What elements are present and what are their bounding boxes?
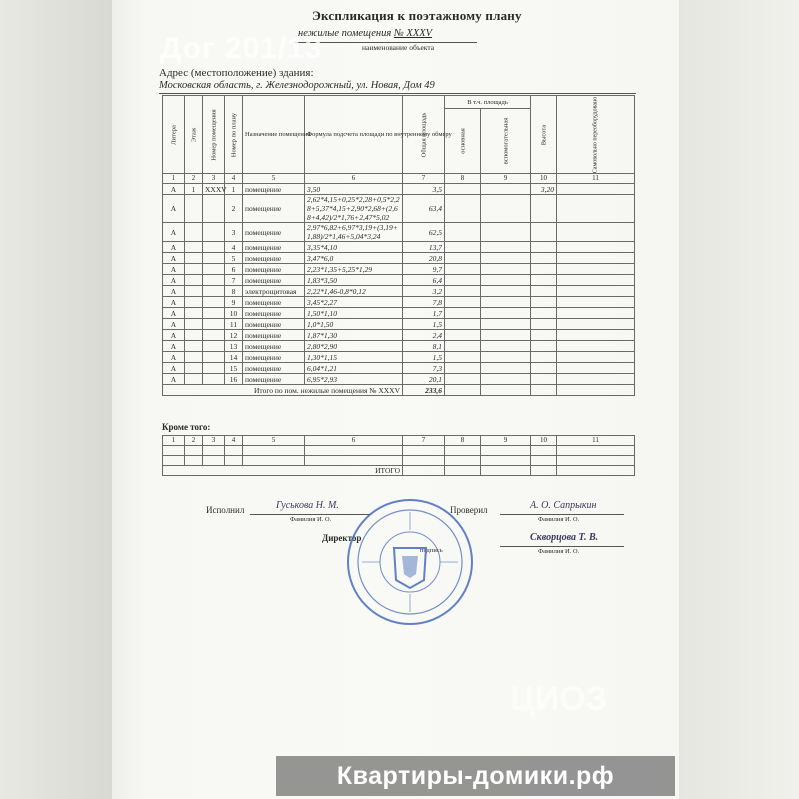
cell-formula: 1,0*1,50 [305, 319, 403, 330]
cell-main-area [445, 223, 481, 242]
cell-area: 8,1 [403, 341, 445, 352]
cell-floor [185, 253, 203, 264]
table-row [163, 374, 635, 385]
cell-aux-area [481, 253, 531, 264]
contract-watermark: Дог 201/13 [160, 32, 323, 65]
cell-formula: 1,30*1,15 [305, 352, 403, 363]
column-index-4: 4 [225, 174, 243, 184]
cell-lit: А [163, 341, 185, 352]
header-plan-number: Номер по плану [225, 96, 243, 174]
cell-lit: А [163, 330, 185, 341]
cell-purpose: помещение [243, 374, 305, 385]
cell-room [203, 253, 225, 264]
table-row [163, 223, 635, 242]
subtitle-prefix: нежилые помещения [298, 28, 392, 39]
column-index-6: 6 [305, 436, 403, 446]
cell-area: 13,7 [403, 242, 445, 253]
cell-room [203, 341, 225, 352]
cell-floor [185, 286, 203, 297]
header-litera: Литера [163, 96, 185, 174]
besides-label: Кроме того: [162, 422, 211, 432]
cell-room [203, 286, 225, 297]
cell-main-area [445, 184, 481, 195]
total-label: Итого по пом. нежилые помещения № XXXV [163, 385, 403, 396]
faint-watermark: ЦИОЗ [510, 680, 608, 718]
column-index-11: 11 [557, 436, 635, 446]
cell-main-area [445, 374, 481, 385]
cell-purpose: помещение [243, 184, 305, 195]
cell-lit: А [163, 374, 185, 385]
cell-main-area [445, 264, 481, 275]
table-row [163, 264, 635, 275]
cell-lit: А [163, 286, 185, 297]
table-row [163, 184, 635, 195]
cell-aux-area [481, 264, 531, 275]
table-row [163, 242, 635, 253]
cell-area: 1,5 [403, 352, 445, 363]
cell-main-area [445, 341, 481, 352]
cell-purpose: помещение [243, 275, 305, 286]
cell-self-built [557, 264, 635, 275]
document-title: Экспликация к поэтажному плану [312, 8, 522, 23]
checked-caption: Фамилия И. О. [538, 516, 580, 523]
column-index-6: 6 [305, 174, 403, 184]
cell-purpose: помещение [243, 363, 305, 374]
cell-main-area [445, 275, 481, 286]
cell-area: 2,4 [403, 330, 445, 341]
cell-room [203, 352, 225, 363]
address-underline [159, 93, 636, 94]
cell-plan-no: 9 [225, 297, 243, 308]
column-index-3: 3 [203, 436, 225, 446]
cell-formula: 3,47*6,0 [305, 253, 403, 264]
director-sign-caption: подпись [420, 547, 443, 554]
cell-room [203, 264, 225, 275]
cell-aux-area [481, 330, 531, 341]
cell-floor [185, 330, 203, 341]
cell-lit: А [163, 363, 185, 374]
cell-purpose: помещение [243, 352, 305, 363]
cell-self-built [557, 330, 635, 341]
cell-self-built [557, 184, 635, 195]
column-index-4: 4 [225, 436, 243, 446]
cell-area: 20,1 [403, 374, 445, 385]
cell-main-area [445, 242, 481, 253]
cell-aux-area [481, 223, 531, 242]
cell-self-built [557, 286, 635, 297]
table-row [163, 330, 635, 341]
cell-area: 7,8 [403, 297, 445, 308]
cell-aux-area [481, 341, 531, 352]
column-index-9: 9 [481, 436, 531, 446]
cell-floor [185, 195, 203, 223]
cell-room [203, 275, 225, 286]
cell-main-area [445, 363, 481, 374]
cell-aux-area [481, 275, 531, 286]
cell-self-built [557, 253, 635, 264]
table-row [163, 352, 635, 363]
column-index-5: 5 [243, 436, 305, 446]
cell-plan-no: 15 [225, 363, 243, 374]
cell-self-built [557, 341, 635, 352]
header-room-number: Номер помещения [203, 96, 225, 174]
cell-lit: А [163, 264, 185, 275]
official-stamp [344, 496, 476, 628]
column-index-10: 10 [531, 436, 557, 446]
cell-height [531, 363, 557, 374]
cell-aux-area [481, 374, 531, 385]
cell-aux-area [481, 319, 531, 330]
cell-area: 63,4 [403, 195, 445, 223]
cell-plan-no: 8 [225, 286, 243, 297]
cell-height [531, 223, 557, 242]
cell-main-area [445, 319, 481, 330]
cell-room: XXXV [203, 184, 225, 195]
table-row [163, 363, 635, 374]
cell-lit: А [163, 308, 185, 319]
column-index-1: 1 [163, 174, 185, 184]
cell-height [531, 264, 557, 275]
column-index-10: 10 [531, 174, 557, 184]
cell-height [531, 308, 557, 319]
director-label: Директор [322, 533, 362, 543]
checked-label: Проверил [450, 505, 488, 515]
cell-self-built [557, 363, 635, 374]
column-index-8: 8 [445, 174, 481, 184]
cell-purpose: помещение [243, 223, 305, 242]
cell-lit: А [163, 223, 185, 242]
cell-floor [185, 297, 203, 308]
explication-table [162, 95, 635, 396]
table-row [163, 308, 635, 319]
cell-plan-no: 1 [225, 184, 243, 195]
checked-line [500, 514, 624, 515]
cell-formula: 2,22*1,46-0,8*0,12 [305, 286, 403, 297]
cell-main-area [445, 297, 481, 308]
table-row [163, 297, 635, 308]
cell-height [531, 297, 557, 308]
cell-area: 3,2 [403, 286, 445, 297]
table-row [163, 286, 635, 297]
cell-room [203, 330, 225, 341]
executed-name: Гуськова Н. М. [276, 500, 339, 511]
cell-area: 6,4 [403, 275, 445, 286]
column-index-row [163, 174, 635, 184]
cell-plan-no: 4 [225, 242, 243, 253]
table-row [163, 319, 635, 330]
cell-purpose: электрощитовая [243, 286, 305, 297]
cell-aux-area [481, 297, 531, 308]
cell-main-area [445, 286, 481, 297]
cell-floor [185, 242, 203, 253]
director-name: Скворцова Т. В. [530, 532, 599, 543]
cell-height [531, 242, 557, 253]
column-index-7: 7 [403, 174, 445, 184]
cell-self-built [557, 195, 635, 223]
page-background-left [0, 0, 112, 799]
cell-aux-area [481, 195, 531, 223]
director-line [500, 546, 624, 547]
cell-room [203, 319, 225, 330]
cell-height [531, 341, 557, 352]
cell-formula: 2,62*4,15+0,25*2,28+0,5*2,28+5,37*4,15+2,90*2,68+(2,68+4,42)/2*1,76+2,47*5,02 [305, 195, 403, 223]
cell-height [531, 286, 557, 297]
cell-area: 9,7 [403, 264, 445, 275]
table-body [163, 184, 635, 385]
header-purpose: Назначение помещений [243, 96, 305, 174]
cell-height [531, 253, 557, 264]
cell-plan-no: 2 [225, 195, 243, 223]
column-index-5: 5 [243, 174, 305, 184]
cell-room [203, 242, 225, 253]
site-watermark-bar: Квартиры-домики.рф [276, 756, 675, 796]
cell-aux-area [481, 184, 531, 195]
cell-self-built [557, 319, 635, 330]
total-area: 233,6 [403, 385, 445, 396]
cell-main-area [445, 308, 481, 319]
cell-height [531, 374, 557, 385]
cell-plan-no: 7 [225, 275, 243, 286]
cell-area: 20,8 [403, 253, 445, 264]
cell-lit: А [163, 195, 185, 223]
executed-caption: Фамилия И. О. [290, 516, 332, 523]
header-floor: Этаж [185, 96, 203, 174]
cell-height [531, 330, 557, 341]
besides-table [162, 435, 635, 476]
cell-area: 1,5 [403, 319, 445, 330]
cell-room [203, 363, 225, 374]
cell-area: 3,5 [403, 184, 445, 195]
cell-room [203, 308, 225, 319]
cell-height [531, 352, 557, 363]
cell-floor [185, 264, 203, 275]
cell-aux-area [481, 352, 531, 363]
column-index-7: 7 [403, 436, 445, 446]
cell-floor [185, 341, 203, 352]
cell-plan-no: 6 [225, 264, 243, 275]
cell-formula: 2,23*1,35+5,25*1,29 [305, 264, 403, 275]
cell-plan-no: 13 [225, 341, 243, 352]
cell-lit: А [163, 242, 185, 253]
cell-plan-no: 11 [225, 319, 243, 330]
cell-self-built [557, 297, 635, 308]
cell-height: 3,20 [531, 184, 557, 195]
cell-main-area [445, 253, 481, 264]
cell-formula: 3,35*4,10 [305, 242, 403, 253]
cell-main-area [445, 352, 481, 363]
cell-area: 1,7 [403, 308, 445, 319]
cell-purpose: помещение [243, 195, 305, 223]
address-value: Московская область, г. Железнодорожный, ул. Новая, Дом 49 [159, 80, 435, 91]
cell-room [203, 374, 225, 385]
table-row [163, 253, 635, 264]
page-background-right [679, 0, 799, 799]
cell-purpose: помещение [243, 242, 305, 253]
cell-plan-no: 16 [225, 374, 243, 385]
column-index-2: 2 [185, 174, 203, 184]
cell-room [203, 195, 225, 223]
header-incl-area: В т.ч. площадь [445, 96, 531, 109]
cell-lit: А [163, 253, 185, 264]
cell-formula: 3,45*2,27 [305, 297, 403, 308]
column-index-8: 8 [445, 436, 481, 446]
cell-purpose: помещение [243, 264, 305, 275]
cell-aux-area [481, 308, 531, 319]
column-index-9: 9 [481, 174, 531, 184]
table-row [163, 195, 635, 223]
cell-floor [185, 223, 203, 242]
cell-height [531, 195, 557, 223]
cell-lit: А [163, 297, 185, 308]
header-formula: Формула подсчета площади по внутреннему обмеру [305, 96, 403, 174]
cell-purpose: помещение [243, 341, 305, 352]
cell-self-built [557, 275, 635, 286]
header-height: Высота [531, 96, 557, 174]
total-row [163, 385, 635, 396]
executed-label: Исполнил [206, 505, 245, 515]
cell-plan-no: 10 [225, 308, 243, 319]
cell-main-area [445, 195, 481, 223]
cell-lit: А [163, 275, 185, 286]
header-total-area: Общая площадь [403, 96, 445, 174]
cell-lit: А [163, 352, 185, 363]
cell-area: 7,3 [403, 363, 445, 374]
checked-name: А. О. Сапрыкин [530, 500, 597, 511]
cell-self-built [557, 242, 635, 253]
cell-purpose: помещение [243, 330, 305, 341]
cell-floor: 1 [185, 184, 203, 195]
table-row [163, 341, 635, 352]
column-index-11: 11 [557, 174, 635, 184]
cell-formula: 3,50 [305, 184, 403, 195]
cell-aux-area [481, 286, 531, 297]
cell-area: 62,5 [403, 223, 445, 242]
header-aux-area: вспомогательная [481, 109, 531, 174]
cell-lit: А [163, 184, 185, 195]
cell-formula: 1,87*1,30 [305, 330, 403, 341]
column-index-1: 1 [163, 436, 185, 446]
cell-self-built [557, 352, 635, 363]
cell-self-built [557, 223, 635, 242]
cell-self-built [557, 308, 635, 319]
cell-purpose: помещение [243, 308, 305, 319]
cell-formula: 2,97*6,82+6,97*3,19+(3,19+1,88)/2*1,46+5,04*3,24 [305, 223, 403, 242]
object-caption: наименование объекта [362, 43, 435, 52]
cell-plan-no: 5 [225, 253, 243, 264]
column-index-3: 3 [203, 174, 225, 184]
cell-floor [185, 319, 203, 330]
besides-index-row [163, 436, 635, 446]
cell-main-area [445, 330, 481, 341]
director-caption: Фамилия И. О. [538, 548, 580, 555]
cell-purpose: помещение [243, 319, 305, 330]
header-main-area: основная [445, 109, 481, 174]
cell-plan-no: 14 [225, 352, 243, 363]
cell-height [531, 275, 557, 286]
cell-floor [185, 275, 203, 286]
itogo-label: ИТОГО [163, 466, 403, 476]
cell-floor [185, 363, 203, 374]
cell-room [203, 223, 225, 242]
header-self-built: Самовольно переоборудовано [557, 96, 635, 174]
address-label: Адрес (местоположение) здания: [159, 67, 314, 79]
cell-aux-area [481, 363, 531, 374]
cell-formula: 2,80*2,90 [305, 341, 403, 352]
cell-formula: 1,50*1,10 [305, 308, 403, 319]
cell-floor [185, 374, 203, 385]
cell-formula: 1,83*3,50 [305, 275, 403, 286]
cell-plan-no: 3 [225, 223, 243, 242]
cell-formula: 6,95*2,93 [305, 374, 403, 385]
table-row [163, 275, 635, 286]
cell-aux-area [481, 242, 531, 253]
cell-formula: 6,04*1,21 [305, 363, 403, 374]
column-index-2: 2 [185, 436, 203, 446]
cell-purpose: помещение [243, 297, 305, 308]
cell-self-built [557, 374, 635, 385]
cell-lit: А [163, 319, 185, 330]
cell-floor [185, 308, 203, 319]
cell-purpose: помещение [243, 253, 305, 264]
cell-plan-no: 12 [225, 330, 243, 341]
subtitle-number: № XXXV [393, 28, 433, 39]
cell-height [531, 319, 557, 330]
cell-room [203, 297, 225, 308]
cell-floor [185, 352, 203, 363]
